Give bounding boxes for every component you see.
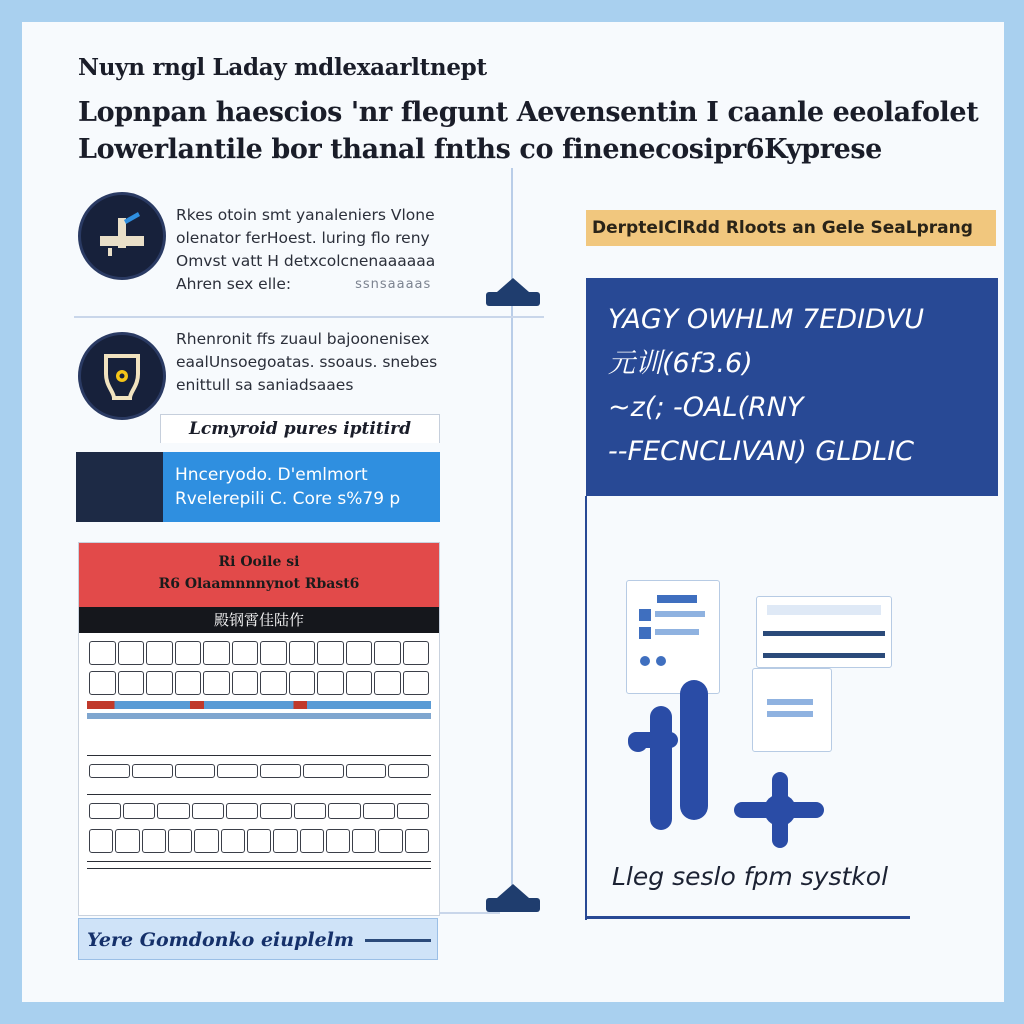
document-row — [79, 641, 439, 665]
headline-line-2: Lowerlantile bor thanal fnths co finenecosipr6Kyprese — [78, 134, 882, 165]
section-tag: DerpteIClRdd Rloots an Gele SeaLprang — [586, 210, 996, 246]
cross-star-icon — [734, 772, 824, 848]
tool-icon — [78, 192, 166, 280]
panel-frame-left — [585, 496, 587, 920]
callout-text — [163, 452, 440, 522]
divider — [74, 316, 544, 318]
item-line: Rhenronit ffs zuaul bajoonenisex — [176, 330, 430, 348]
bar-graphic-icon — [624, 676, 720, 832]
panel-line: 元训(6f3.6) — [608, 348, 753, 379]
item-meta: ssnsaaaas — [355, 277, 432, 292]
callout-accent — [76, 452, 163, 522]
footer-bar[interactable] — [78, 918, 438, 960]
headline-line-1: Lopnpan haescios 'nr flegunt Aevensentin I caanle eeolafolet — [78, 97, 979, 128]
document-title: Ri Ooile si — [218, 554, 300, 570]
illustration-caption: Lleg seslo fpm systkol — [612, 862, 889, 891]
document-header — [79, 543, 439, 607]
document-row — [79, 829, 439, 853]
callout-box — [76, 452, 440, 522]
timeline-marker[interactable] — [486, 884, 540, 912]
panel-line: ~z(; -OAL(RNY — [608, 392, 804, 423]
panel-line: YAGY OWHLM 7EDIDVU — [608, 304, 925, 335]
document-thumbnail[interactable] — [78, 542, 440, 916]
item-line: olenator ferHoest. luring flo reny — [176, 229, 430, 247]
timeline-marker[interactable] — [486, 278, 540, 306]
document-subtitle: R6 Olaamnnnynot Rbast6 — [158, 576, 360, 592]
feature-panel — [586, 278, 998, 496]
footer-bar-label: Yere Gomdonko eiuplelm — [87, 929, 354, 951]
document-row — [79, 803, 439, 819]
item-footer: Ahren sex elle: — [176, 275, 292, 293]
document-card-icon — [752, 668, 832, 752]
list-item — [176, 328, 437, 397]
document-row — [79, 764, 439, 778]
list-item — [176, 204, 435, 296]
callout-line: Hnceryodo. D'emlmort — [175, 465, 368, 485]
document-row — [79, 671, 439, 695]
panel-line: --FECNCLIVAN) GLDLIC — [608, 436, 915, 467]
kicker-heading: Nuyn rngl Laday mdlexaarltnept — [78, 54, 487, 81]
item-line: Omvst vatt H detxcolcnenaaaaaa — [176, 252, 436, 270]
note-label: Lcmyroid pures iptitird — [160, 414, 440, 443]
document-accent-strip — [87, 701, 431, 709]
panel-frame-bottom — [585, 916, 910, 919]
footer-bar-rule — [365, 939, 431, 942]
lightbulb-icon — [78, 332, 166, 420]
table-card-icon — [756, 596, 892, 668]
item-line: eaalUnsoegoatas. ssoaus. snebes — [176, 353, 438, 371]
item-line: enittull sa saniadsaaes — [176, 376, 354, 394]
divider — [440, 912, 500, 914]
item-line: Rkes otoin smt yanaleniers Vlone — [176, 206, 435, 224]
document-band: 殿钢霄佳陆作 — [79, 607, 439, 633]
callout-line: Rvelerepili C. Core s%79 p — [175, 489, 401, 509]
